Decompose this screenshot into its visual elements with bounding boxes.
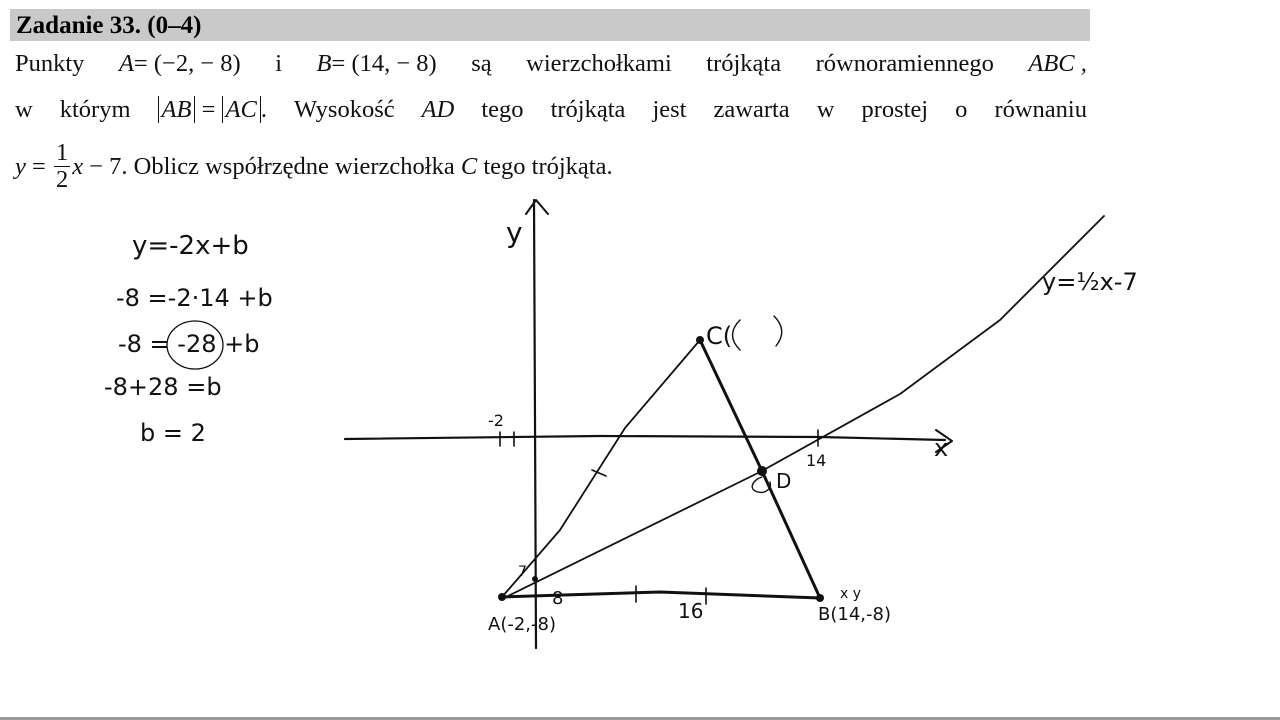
word-zawarta: zawarta xyxy=(713,96,790,123)
word-sa: są xyxy=(471,50,492,77)
note-line-1: y=-2x+b xyxy=(132,231,249,261)
label-seven: 7 xyxy=(518,564,527,580)
intercept-dot xyxy=(532,576,538,582)
word-wysokosc: Wysokość xyxy=(294,96,395,123)
sentence-end: tego trójkąta. xyxy=(483,153,613,181)
note-line-3: -8 = -28 +b xyxy=(118,330,260,358)
vertex-a-dot xyxy=(498,593,506,601)
label-sixteen: 16 xyxy=(678,599,704,623)
point-d-dot xyxy=(757,466,767,476)
task-title: Zadanie 33. (0–4) xyxy=(16,12,202,39)
vertex-b-dot xyxy=(816,594,824,602)
y-axis-arrow xyxy=(526,200,548,214)
segment-ad: AD xyxy=(421,96,455,123)
word-w: w xyxy=(15,96,33,123)
word-i: i xyxy=(275,50,283,77)
label-x-y: x y xyxy=(840,586,862,602)
c-paren-open xyxy=(733,320,741,350)
note-line-5: b = 2 xyxy=(140,419,206,447)
line-equation-label: y=½x-7 xyxy=(1042,268,1138,296)
y-axis-label: y xyxy=(506,216,523,249)
label-point-b: B(14,-8) xyxy=(818,604,891,625)
word-punkty: Punkty xyxy=(15,50,85,77)
word-o: o xyxy=(955,96,968,123)
label-c: C( xyxy=(706,322,733,350)
side-ab xyxy=(502,592,820,598)
word-wierzcholkami: wierzchołkami xyxy=(526,50,672,77)
eq-y: y xyxy=(15,153,26,181)
eq-x: x xyxy=(72,153,84,181)
eq-equals: = xyxy=(32,153,46,181)
label-eight: 8 xyxy=(552,588,564,609)
word-trojkata: trójkąta xyxy=(706,50,782,77)
word-w-2: w xyxy=(816,96,835,123)
triangle-abc: ABC , xyxy=(1028,50,1087,77)
x-axis-label: x xyxy=(934,434,949,462)
x-axis-line xyxy=(345,436,945,440)
c-paren-close xyxy=(774,316,782,346)
line-half-x-minus-7 xyxy=(504,216,1104,598)
vertex-c-dot xyxy=(696,336,704,344)
tick-14-label: 14 xyxy=(806,451,827,470)
point-a: A= (−2, − 8) xyxy=(118,50,241,77)
vertex-c: C xyxy=(460,153,478,181)
tick-neg2-label: -2 xyxy=(488,411,504,430)
label-point-a: A(-2,-8) xyxy=(488,614,556,635)
word-tego: tego xyxy=(481,96,524,123)
point-b: B= (14, − 8) xyxy=(316,50,437,77)
label-d: D xyxy=(776,469,792,493)
word-rownaniu: równaniu xyxy=(994,96,1087,123)
note-line-2: -8 =-2·14 +b xyxy=(116,284,273,312)
word-trojkata-2: trójkąta xyxy=(550,96,626,123)
note-line-4: -8+28 =b xyxy=(104,373,222,401)
word-ktorym: którym xyxy=(59,96,131,123)
tick-neg2-mark xyxy=(500,432,514,446)
sentence-oblicz: . Oblicz współrzędne wierzchołka xyxy=(121,153,455,181)
word-prostej: prostej xyxy=(861,96,929,123)
eq-minus-seven: − 7 xyxy=(89,153,122,181)
abs-equation: AB = AC . xyxy=(158,96,267,124)
fraction-one-half: $\frac{1}{2}$ xyxy=(55,139,69,193)
side-ac xyxy=(502,340,700,597)
word-jest: jest xyxy=(652,96,687,123)
word-rownoramiennego: równoramiennego xyxy=(815,50,994,77)
